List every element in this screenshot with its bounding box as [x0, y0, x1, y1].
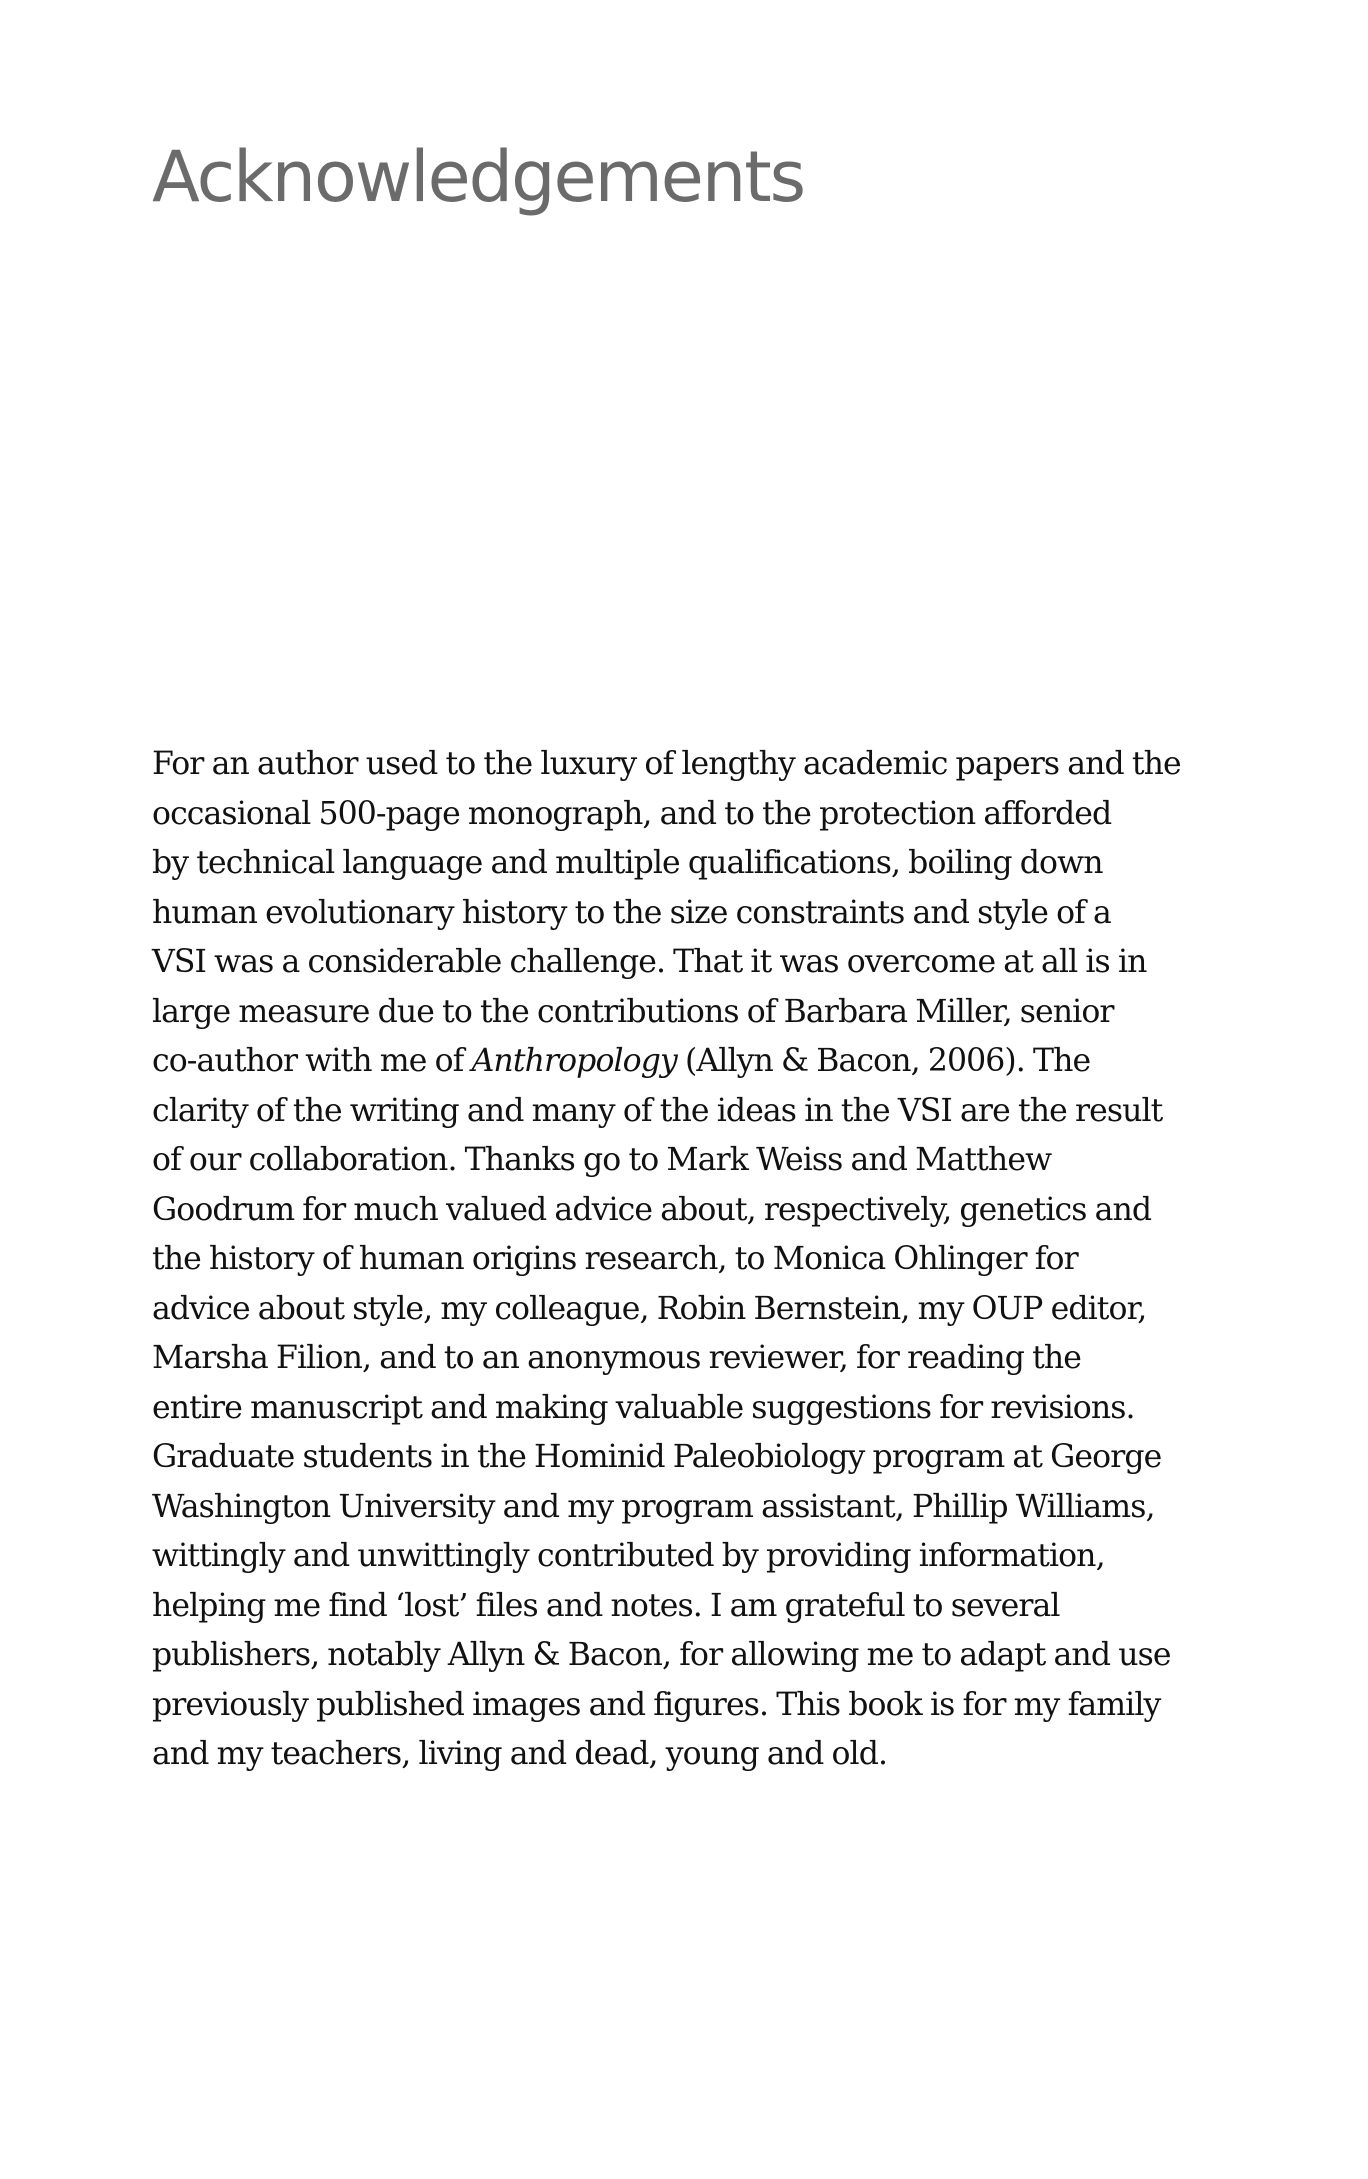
text-line: human evolutionary history to the size constraints and style of a	[152, 894, 1111, 931]
acknowledgements-paragraph	[152, 740, 1192, 1780]
text-line: and my teachers, living and dead, young and old.	[152, 1736, 888, 1772]
text-line: occasional 500-page monograph, and to the protection afforded	[152, 795, 1112, 832]
text-line: advice about style, my colleague, Robin Bernstein, my OUP editor,	[152, 1290, 1147, 1327]
book-title: Anthropology	[471, 1043, 677, 1079]
text-line: of our collaboration. Thanks go to Mark Weiss and Matthew	[152, 1142, 1052, 1178]
text-line: Goodrum for much valued advice about, respectively, genetics and	[152, 1191, 1152, 1228]
citation: (Allyn & Bacon, 2006). The	[676, 1043, 1091, 1079]
text-line: large measure due to the contributions of Barbara Miller, senior	[152, 993, 1114, 1030]
text-line: Washington University and my program assistant, Phillip Williams,	[152, 1488, 1155, 1525]
text-line: helping me find ‘lost’ files and notes. I am grateful to several	[152, 1587, 1060, 1624]
text-line: VSI was a considerable challenge. That it was overcome at all is in	[152, 944, 1147, 980]
text-line: entire manuscript and making valuable suggestions for revisions.	[152, 1389, 1135, 1426]
text-line-with-title	[152, 1037, 1192, 1087]
text-line: clarity of the writing and many of the ideas in the VSI are the result	[152, 1092, 1163, 1129]
page-title: Acknowledgements	[152, 136, 805, 218]
text-line: publishers, notably Allyn & Bacon, for allowing me to adapt and use	[152, 1637, 1171, 1673]
text-segment: co-author with me of	[152, 1043, 464, 1079]
text-line: wittingly and unwittingly contributed by providing information,	[152, 1538, 1105, 1574]
text-line: by technical language and multiple qualifications, boiling down	[152, 845, 1103, 881]
text-line: previously published images and figures. This book is for my family	[152, 1686, 1161, 1723]
text-line: the history of human origins research, to Monica Ohlinger for	[152, 1241, 1078, 1277]
text-line: Marsha Filion, and to an anonymous reviewer, for reading the	[152, 1340, 1081, 1376]
text-line: For an author used to the luxury of lengthy academic papers and the	[152, 746, 1181, 782]
text-line: Graduate students in the Hominid Paleobiology program at George	[152, 1439, 1162, 1475]
